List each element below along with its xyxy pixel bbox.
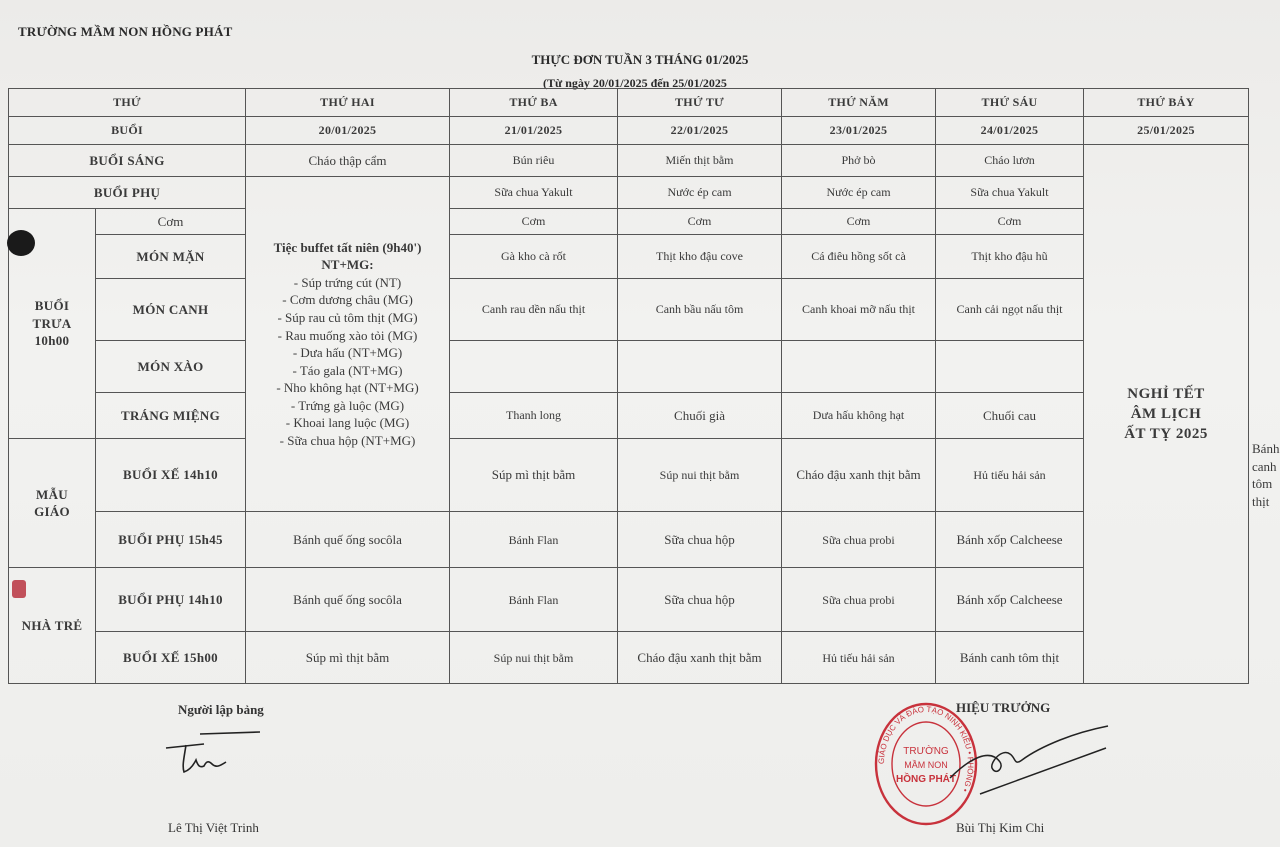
punch-hole	[7, 230, 35, 256]
buffet-item: - Sữa chua hộp (NT+MG)	[279, 432, 416, 448]
principal-label: HIỆU TRƯỞNG	[956, 700, 1051, 715]
cell: Cơm	[618, 209, 782, 235]
row-label-mon-canh: MÓN CANH	[96, 279, 246, 341]
cell	[782, 341, 936, 393]
cell: Nước ép cam	[618, 177, 782, 209]
cell: Cơm	[450, 209, 618, 235]
cell: Sữa chua probi	[782, 568, 936, 632]
pushpin-icon	[12, 580, 26, 598]
row-label-mon-man: MÓN MẶN	[96, 235, 246, 279]
buffet-item: - Táo gala (NT+MG)	[292, 362, 403, 378]
menu-title: THỰC ĐƠN TUẦN 3 THÁNG 01/2025	[531, 52, 749, 67]
day-date-wed: 22/01/2025	[618, 117, 782, 145]
header-dates-row	[9, 117, 1249, 145]
cell: Sữa chua probi	[782, 512, 936, 568]
row-buoi-phu	[9, 177, 1249, 209]
day-name-thu: THỨ NĂM	[782, 89, 936, 117]
buffet-item: - Rau muống xào tỏi (MG)	[277, 327, 418, 343]
buffet-item: - Dưa hấu (NT+MG)	[292, 345, 403, 361]
cell: Cơm	[936, 209, 1084, 235]
cell: Canh khoai mỡ nấu thịt	[782, 279, 936, 341]
cell: Cơm	[782, 209, 936, 235]
header-days-row	[9, 89, 1249, 117]
cell: Thịt kho đậu hũ	[936, 235, 1084, 279]
cell: Sữa chua hộp	[618, 568, 782, 632]
thu-label: THỨ	[9, 89, 246, 117]
row-com	[9, 209, 1249, 235]
day-date-mon: 20/01/2025	[246, 117, 450, 145]
row-label-mg-buoi-xe: BUỔI XẾ 14h10	[96, 439, 246, 512]
day-name-fri: THỨ SÁU	[936, 89, 1084, 117]
cell: Cháo đậu xanh thịt bằm	[618, 632, 782, 684]
cell: Chuối cau	[936, 393, 1084, 439]
cell: Gà kho cà rốt	[450, 235, 618, 279]
cell: Cháo lươn	[936, 145, 1084, 177]
cell: Bánh quế ống socôla	[246, 512, 450, 568]
buoi-trua-line-1: BUỔI	[34, 298, 70, 314]
row-mon-xao	[9, 341, 1249, 393]
school-name: TRƯỜNG MẦM NON HỒNG PHÁT	[18, 24, 233, 39]
row-label-mon-xao: MÓN XÀO	[96, 341, 246, 393]
cell: Bánh Flan	[450, 568, 618, 632]
cell: Chuối già	[618, 393, 782, 439]
buffet-item: - Súp rau củ tôm thịt (MG)	[277, 310, 418, 325]
row-label-nt-buoi-phu: BUỔI PHỤ 14h10	[96, 568, 246, 632]
buffet-item: - Cơm dương châu (MG)	[282, 292, 413, 308]
holiday-line-2: ÂM LỊCH	[1130, 405, 1202, 422]
day-date-sat: 25/01/2025	[1084, 117, 1249, 145]
day-name-wed: THỨ TƯ	[618, 89, 782, 117]
buffet-group: NT+MG:	[321, 257, 374, 273]
cell: Cá điêu hồng sốt cà	[782, 235, 936, 279]
cell: Cháo đậu xanh thịt bằm	[782, 439, 936, 512]
row-label-buoi-sang: BUỔI SÁNG	[9, 145, 246, 177]
row-label-nt-buoi-xe: BUỔI XẾ 15h00	[96, 632, 246, 684]
buffet-item: - Khoai lang luộc (MG)	[285, 415, 410, 431]
holiday-line-1: NGHỈ TẾT	[1127, 385, 1205, 402]
cell	[618, 341, 782, 393]
buffet-item: - Súp trứng cút (NT)	[293, 274, 402, 290]
day-name-mon: THỨ HAI	[246, 89, 450, 117]
cell: Bún riêu	[450, 145, 618, 177]
cell: Hủ tiếu hải sản	[936, 439, 1084, 512]
cell: Phở bò	[782, 145, 936, 177]
cell: Bánh xốp Calcheese	[936, 512, 1084, 568]
preparer-signature-icon	[160, 730, 270, 780]
row-trang-mieng	[9, 393, 1249, 439]
row-mg-buoi-xe: MẪU GIÁO BUỔI XẾ 14h10 Súp mì thịt bằm Súp nui thịt bằm Cháo đậu xanh thịt bằm Hủ tiếu hải sản Bánh canh tôm thịt	[9, 439, 1249, 512]
row-buoi-sang	[9, 145, 1249, 177]
row-group-mau-giao	[9, 439, 96, 568]
cell: Miến thịt bằm	[618, 145, 782, 177]
cell: Dưa hấu không hạt	[782, 393, 936, 439]
cell: Bánh quế ống socôla	[246, 568, 450, 632]
cell: Súp nui thịt bằm	[450, 632, 618, 684]
mau-giao-line-2: GIÁO	[34, 504, 70, 520]
menu-date-range: (Từ ngày 20/01/2025 đến 25/01/2025	[543, 76, 727, 90]
cell: Bánh Flan	[450, 512, 618, 568]
row-label-buoi-phu: BUỔI PHỤ	[9, 177, 246, 209]
holiday-cell	[1084, 145, 1249, 684]
row-mg-buoi-phu	[9, 512, 1249, 568]
cell	[450, 341, 618, 393]
weekly-menu-table	[8, 88, 1280, 684]
day-name-sat: THỨ BẢY	[1084, 89, 1249, 117]
buffet-item: - Trứng gà luộc (MG)	[290, 397, 405, 413]
row-mon-canh	[9, 279, 1249, 341]
cell: Bánh xốp Calcheese	[936, 568, 1084, 632]
cell: Bánh canh tôm thịt	[936, 632, 1084, 684]
preparer-name: Lê Thị Việt Trinh	[168, 820, 259, 835]
holiday-line-3: ẤT TỴ 2025	[1124, 426, 1208, 443]
row-label-mg-buoi-phu: BUỔI PHỤ 15h45	[96, 512, 246, 568]
preparer-label: Người lập bảng	[178, 702, 264, 717]
cell: Canh cải ngọt nấu thịt	[936, 279, 1084, 341]
buffet-title: Tiệc buffet tất niên (9h40')	[273, 239, 422, 255]
cell: Nước ép cam	[782, 177, 936, 209]
day-name-tue: THỨ BA	[450, 89, 618, 117]
cell: Hủ tiếu hải sản	[782, 632, 936, 684]
cell: Súp nui thịt bằm	[618, 439, 782, 512]
cell	[936, 341, 1084, 393]
row-label-com: Cơm	[96, 209, 246, 235]
cell: Thịt kho đậu cove	[618, 235, 782, 279]
row-label-trang-mieng: TRÁNG MIỆNG	[96, 393, 246, 439]
buoi-trua-line-2: TRƯA	[32, 315, 72, 331]
cell: Sữa chua hộp	[618, 512, 782, 568]
buoi-trua-line-3: 10h00	[34, 333, 70, 349]
cell: Súp mì thịt bằm	[450, 439, 618, 512]
mau-giao-line-1: MẪU	[36, 486, 68, 502]
row-nt-buoi-xe	[9, 632, 1249, 684]
day-date-tue: 21/01/2025	[450, 117, 618, 145]
cell: Canh rau dền nấu thịt	[450, 279, 618, 341]
buffet-item: - Nho không hạt (NT+MG)	[276, 380, 419, 396]
principal-signature-icon	[930, 718, 1110, 798]
row-nt-buoi-phu	[9, 568, 1249, 632]
seal-outer-text: GIÁO DỤC VÀ ĐÀO TẠO NINH KIỀU • PHÒNG •	[876, 704, 976, 794]
cell: Cháo thập cẩm	[246, 145, 450, 177]
cell: Súp mì thịt bằm	[246, 632, 450, 684]
row-group-nha-tre: NHÀ TRẺ	[9, 568, 96, 684]
seal-line-3: HỒNG PHÁT	[896, 774, 956, 785]
cell: Thanh long	[450, 393, 618, 439]
buffet-cell	[246, 177, 450, 512]
cell: Sữa chua Yakult	[450, 177, 618, 209]
cell: Canh bầu nấu tôm	[618, 279, 782, 341]
row-mon-man	[9, 235, 1249, 279]
principal-name: Bùi Thị Kim Chi	[956, 820, 1045, 835]
seal-line-1: TRƯỜNG	[903, 746, 949, 757]
buoi-label: BUỔI	[9, 117, 246, 145]
day-date-thu: 23/01/2025	[782, 117, 936, 145]
seal-line-2: MẦM NON	[904, 760, 948, 770]
day-date-fri: 24/01/2025	[936, 117, 1084, 145]
cell: Sữa chua Yakult	[936, 177, 1084, 209]
